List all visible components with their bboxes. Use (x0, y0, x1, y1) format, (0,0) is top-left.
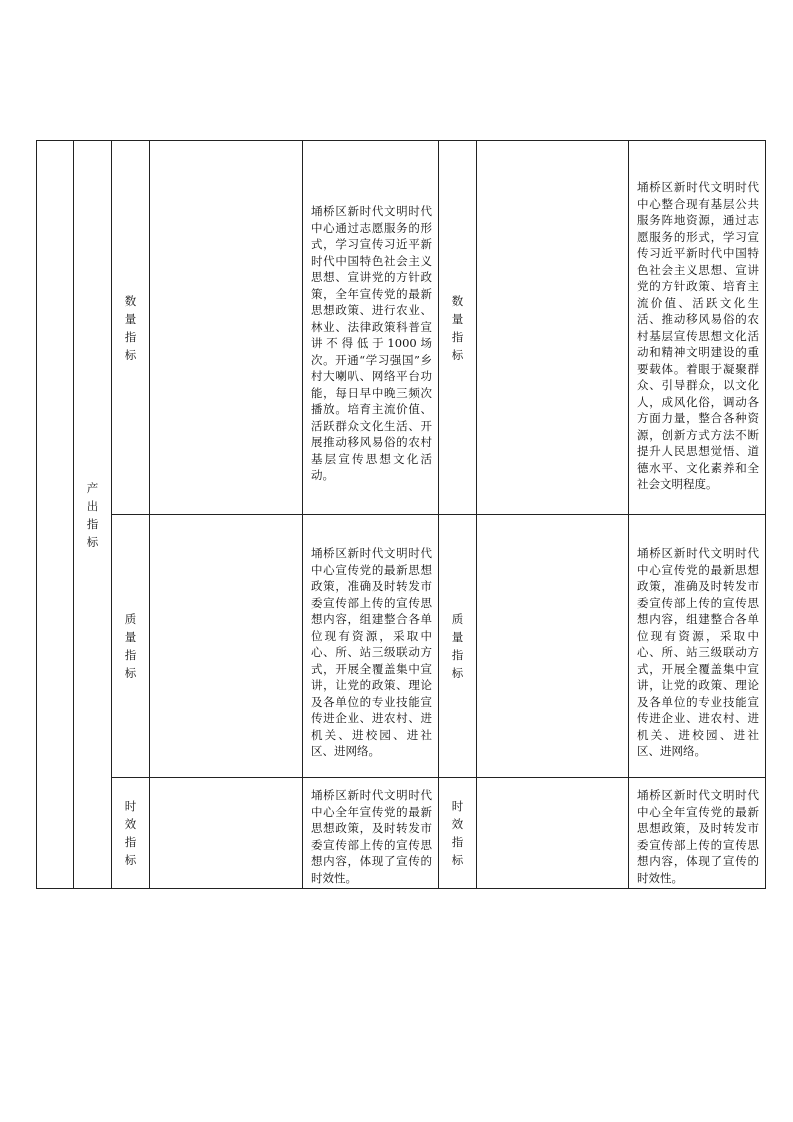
indicator-content-cell (303, 545, 438, 760)
indicator-content: 埇桥区新时代文明时代中心整合现有基层公共服务阵地资源，通过志愿服务的形式，学习宣传习近平新时代中国特色社会主义思想、宣讲党的方针政策、培育主流价值、活跃文化生活、推动移风易俗的农村基层宣传思想文化活动和精神文明建设的重要载体。着眼于凝聚群众、引导群众，以文化人，成风化俗，调动各方面力量，整合各种资源，创新方式方法不断提升人民思想觉悟、道德水平、文化素养和全社会文明程度。 (637, 180, 759, 491)
indicator-label-cell (112, 778, 149, 888)
indicator-content-cell (303, 787, 438, 886)
indicator-label: 质量指标 (451, 612, 464, 680)
indicator-content-cell (629, 545, 765, 760)
indicator-label-cell (112, 515, 149, 777)
indicator-label-cell (112, 141, 149, 514)
indicator-content-cell (629, 179, 765, 493)
indicator-content: 埇桥区新时代文明时代中心通过志愿服务的形式，学习宣传习近平新时代中国特色社会主义思想、宣讲党的方针政策，全年宣传党的最新思想政策、进行农业、林业、法律政策科普宣讲不得低于1000场次。开通“学习强国”乡村大喇叭、网络平台功能，每日早中晚三频次播放。培育主流价值、活跃群众文化生活、开展推动移风易俗的农村基层宣传思想文化活动。 (311, 204, 432, 482)
category-label: 产出指标 (86, 480, 99, 549)
indicator-content: 埇桥区新时代文明时代中心全年宣传党的最新思想政策，及时转发市委宣传部上传的宣传思想内容，体现了宣传的时效性。 (311, 788, 432, 885)
indicator-content: 埇桥区新时代文明时代中心宣传党的最新思想政策，准确及时转发市委宣传部上传的宣传思想内容，组建整合各单位现有资源，采取中心、所、站三级联动方式，开展全覆盖集中宣讲，让党的政策、理论及各单位的专业技能宣传进企业、进农村、进机关、进校园、进社区、进网络。 (311, 546, 432, 758)
indicator-label: 时效指标 (124, 799, 137, 867)
indicator-label-cell (439, 141, 476, 514)
indicator-label: 时效指标 (451, 799, 464, 867)
indicator-content-cell (629, 787, 765, 886)
indicator-label: 数量指标 (451, 293, 464, 362)
indicator-label-cell (439, 778, 476, 888)
indicator-content-cell (303, 203, 438, 484)
indicator-content: 埇桥区新时代文明时代中心全年宣传党的最新思想政策，及时转发市委宣传部上传的宣传思想内容，体现了宣传的时效性。 (637, 788, 759, 885)
indicator-label: 质量指标 (124, 612, 137, 680)
indicator-label-cell (439, 515, 476, 777)
category-cell (74, 141, 111, 888)
indicator-content: 埇桥区新时代文明时代中心宣传党的最新思想政策，准确及时转发市委宣传部上传的宣传思想内容，组建整合各单位现有资源，采取中心、所、站三级联动方式，开展全覆盖集中宣讲，让党的政策、理论及各单位的专业技能宣传进企业、进农村、进机关、进校园、进社区、进网络。 (637, 546, 759, 758)
indicator-label: 数量指标 (124, 293, 137, 362)
